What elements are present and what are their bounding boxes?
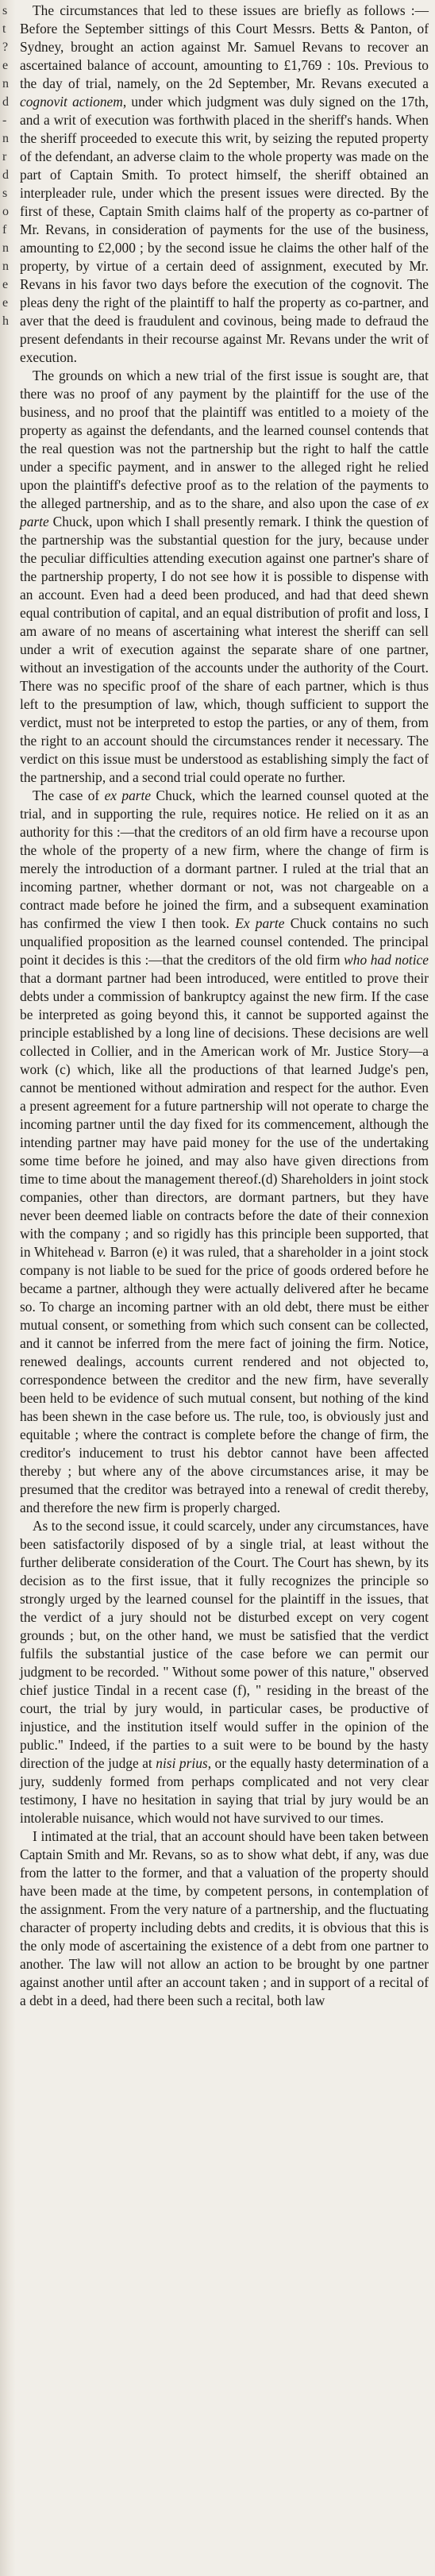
gutter-letter: o: [2, 205, 9, 218]
article-paragraph: [20, 1827, 429, 2010]
gutter-letters: [2, 2, 10, 330]
italic-text-run: v.: [98, 1244, 106, 1260]
text-run: I intimated at the trial, that an account should have been taken between Captain Smith and Mr. Revans, so as to show what debt, if any, was due from the latter to the former, and that a valuation of the property should have been made at the time, by competent persons, in contemplation of the assignment. From the very nature of a partnership, and the fluctuating character of property including debts and credits, it is obvious that this is the only mode of ascertaining the existence of a debt from one partner to another. The law will not allow an action to be brought by one partner against another until after an account taken ; and in support of a recital of a debt in a deed, had there been such a recital, both law: [20, 1828, 429, 2008]
gutter-letter: d: [2, 168, 9, 182]
italic-text-run: ex parte: [104, 787, 152, 803]
gutter-letter: t: [2, 22, 6, 36]
article-paragraph: [20, 2, 429, 367]
text-run: As to the second issue, it could scarcely, under any circumstances, have been satisfactorily disposed of by a single trial, at least without the further deliberate consideration of the Court. The Court has shewn, by its decision as to the first issue, that it fully recognizes the principle so strongly urged by the learned counsel for the plaintiff in the issues, that the verdict of a jury should not be disturbed except on very cogent grounds ; but, on the other hand, we must be satisfied that the verdict fulfils the substantial justice of the case before we can permit our judgment to be recorded. " Without some power of this nature," observed chief justice Tindal in a recent case (f), " residing in the breast of the court, the trial by jury would, in particular cases, be productive of injustice, and the institution itself would suffer in the opinion of the public." Indeed, if the parties to a suit were to be bound by the hasty direction of the judge at: [20, 1518, 429, 1771]
text-run: Barron (e) it was ruled, that a shareholder in a joint stock company is not liable to be sued for the price of goods ordered before he became a partner, although they were actually delivered after he became so. To charge an incoming partner with an old debt, there must be either mutual consent, or something from which such consent can be collected, and it cannot be inferred from the mere fact of joining the firm. Notice, renewed dealings, accounts current rendered and not objected to, correspondence between the creditor and the new firm, have severally been held to be evidence of such mutual consent, but nothing of the kind has been shewn in the case before us. The rule, too, is obviously just and equitable ; where the contract is complete before the change of firm, the creditor's inducement to trust his debtor cannot have been affected thereby ; but where any of the above circumstances arise, it may be presumed that the creditor was betrayed into a renewal of credit thereby, and therefore the new firm is properly charged.: [20, 1244, 429, 1515]
text-run: , or the equally hasty determination of a jury, suddenly formed from perhaps complicated and not very clear testimony, I have no hesitation in saying that trial by jury would be an intolerable nuisance, which would not have survived to our times.: [20, 1755, 429, 1826]
article-column: [20, 2, 429, 2010]
gutter-letter: s: [2, 187, 8, 200]
text-run: Chuck, upon which I shall presently remark. I think the question of the partnership was the substantial question for the jury, because under the peculiar difficulties attending execution against one partner's share of the partnership property, I do not see how it is possible to dispense with an account. Even had a deed been produced, and had that deed shewn equal contribution of capital, and an equal distribution of profit and loss, I am aware of no means of ascertaining what interest the sheriff can sell under a writ of execution against the separate share of one partner, without an investigation of the accounts under the authority of the Court. There was no specific proof of the share of each partner, which is thus left to the presumption of law, which, though sufficient to support the verdict, must not be interpreted to estop the parties, or any of them, from the right to an account should the circumstances render it necessary. The verdict on this issue must be understood as establishing simply the fact of the partnership, and a second trial could operate no further.: [20, 514, 429, 785]
gutter-letter: -: [2, 114, 7, 127]
gutter-letter: h: [2, 314, 9, 328]
gutter-letter: d: [2, 95, 9, 109]
text-run: Chuck contains no such unqualified proposition as the learned counsel contended. The principal point it decides is this :—that the creditors of the old firm: [20, 915, 429, 968]
gutter-letter: s: [2, 4, 8, 17]
text-run: The grounds on which a new trial of the first issue is sought are, that there was no proof of any payment by the plaintiff for the use of the business, and no proof that the plaintiff was entitled to a moiety of the property as against the defendants, and the learned counsel contends that the real question was not the partnership but the right to half the cattle under a specific payment, and in answer to the alleged right he relied upon the plaintiff's defective proof as to the relation of the payments to the alleged partnership, and as to the share, and also upon the case of: [20, 368, 429, 511]
italic-text-run: nisi prius: [156, 1755, 208, 1771]
gutter-letter: e: [2, 296, 9, 310]
text-run: The circumstances that led to these issues are briefly as follows :—Before the September sittings of this Court Messrs. Betts & Panton, of Sydney, brought an action against Mr. Samuel Revans to recover an ascertained balance of account, amounting to £1,769 : 10s. Previous to the day of trial, namely, on the 2d September, Mr. Revans executed a: [20, 2, 429, 91]
gutter-letter: r: [2, 150, 7, 164]
italic-text-run: who had notice: [344, 952, 429, 968]
article-paragraph: [20, 787, 429, 1517]
text-run: The case of: [33, 787, 105, 803]
text-run: that a dormant partner had been introduced, were entitled to prove their debts under a commission of bankruptcy against the new firm. If the case be interpreted as going beyond this, it cannot be supported against the principle established by a long line of decisions. These decisions are well collected in Collier, and in the American work of Mr. Justice Story—a work (c) which, like all the productions of that learned Judge's pen, cannot be mentioned without admiration and respect for the author. Even a present agreement for a future partnership will not operate to charge the incoming partner until the day fixed for its commencement, although the intending partner may have paid money for the use of the undertaking some time before he joined, and may also have given directions from time to time about the management thereof.(d) Shareholders in joint stock companies, other than directors, are dormant partners, but they have never been deemed liable on contracts before the date of their connexion with the company ; and so rigidly has this principle been supported, that in Whitehead: [20, 970, 429, 1260]
italic-text-run: ex parte: [20, 495, 429, 529]
text-run: Chuck, which the learned counsel quoted at the trial, and in supporting the rule, requires notice. He relied on it as an authority for this :—that the creditors of an old firm have a recourse upon the whole of the property of a new firm, where the change of firm is merely the introduction of a dormant partner. I ruled at the trial that an incoming partner, whether dormant or not, was not chargeable on a contract made before he joined the firm, and a subsequent examination has confirmed the view I then took.: [20, 787, 429, 931]
gutter-letter: n: [2, 132, 9, 145]
gutter-letter: f: [2, 223, 7, 237]
italic-text-run: Ex parte: [235, 915, 285, 931]
gutter-letter: e: [2, 59, 9, 72]
gutter-letter: n: [2, 260, 9, 273]
gutter-letter: e: [2, 278, 9, 291]
text-run: , under which judgment was duly signed on the 17th, and a writ of execution was forthwith placed in the sheriff's hands. When the sheriff proceeded to execute this writ, by seizing the reputed property of the defendant, an adverse claim to the whole property was made on the part of Captain Smith. To protect himself, the sheriff obtained an interpleader rule, under which the present issues were directed. By the first of these, Captain Smith claims half of the property as co-partner of Mr. Revans, in consideration of payments for the use of the business, amounting to £2,000 ; by the second issue he claims the other half of the property, by virtue of a certain deed of assignment, executed by Mr. Revans in his favor two days before the execution of the cognovit. The pleas deny the right of the plaintiff to half the property as co-partner, and aver that the deed is fraudulent and covinous, being made to defraud the present defendants in their recourse against Mr. Revans under the writ of execution.: [20, 94, 429, 365]
gutter-letter: ?: [2, 40, 9, 54]
article-paragraph: [20, 1517, 429, 1827]
italic-text-run: cognovit actionem: [20, 94, 123, 110]
gutter-letter: n: [2, 77, 9, 90]
binding-gutter: [0, 0, 16, 2576]
article-paragraph: [20, 367, 429, 787]
gutter-letter: n: [2, 241, 9, 255]
